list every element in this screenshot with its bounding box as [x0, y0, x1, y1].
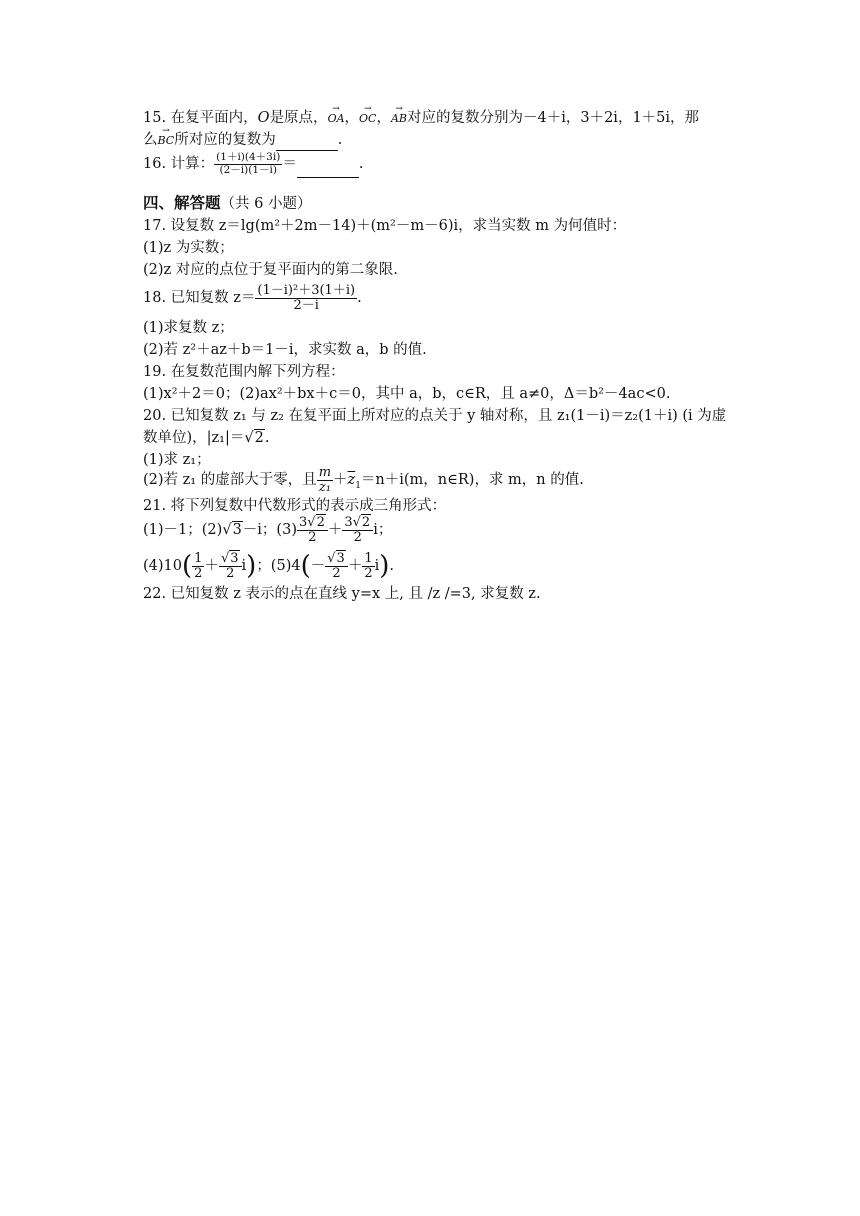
text: 么 — [143, 132, 158, 148]
denominator: 2 — [226, 565, 235, 581]
denominator: 2 — [364, 565, 373, 581]
fraction — [214, 152, 282, 175]
text: ＋ — [204, 558, 219, 574]
denominator: z₁ — [318, 479, 331, 495]
paren-open: ( — [300, 551, 311, 581]
vector-ab: → AB — [391, 105, 407, 129]
numerator: √3 — [219, 552, 242, 567]
question-16 — [143, 150, 363, 178]
text: 对应的复数分别为－4＋i，3＋2i，1＋5i，那 — [407, 110, 700, 126]
fraction — [219, 552, 242, 580]
text: (4)10 — [143, 558, 182, 574]
question-20-line-4 — [143, 464, 584, 496]
text: . — [357, 290, 362, 306]
denominator: 2 — [308, 529, 317, 545]
vector-oc: → OC — [359, 105, 376, 129]
fraction — [342, 516, 373, 544]
question-19-line-1: 19. 在复数范围内解下列方程： — [143, 364, 345, 380]
text: － — [310, 558, 326, 574]
question-number: 16. — [143, 156, 167, 172]
vector-oa: → OA — [328, 105, 345, 129]
text: 所对应的复数为 — [174, 132, 276, 148]
question-number: 15. — [143, 110, 167, 126]
question-20-line-3: (1)求 z₁； — [143, 452, 211, 468]
denominator: 2 — [353, 529, 362, 545]
numerator: 3√2 — [297, 516, 328, 531]
coefficient: 3 — [344, 514, 353, 530]
text: 是原点， — [269, 110, 328, 126]
question-21-line-1: 21. 将下列复数中代数形式的表示成三角形式： — [143, 498, 447, 514]
radicand: 3 — [230, 550, 239, 566]
answer-blank — [276, 136, 338, 151]
denominator: 2 — [332, 565, 341, 581]
question-21-line-2 — [143, 512, 392, 548]
imaginary-unit: i — [374, 558, 380, 574]
question-17-line-1: 17. 设复数 z＝lg(m²＋2m－14)＋(m²－m－6)i，求当实数 m 为何值时： — [143, 218, 627, 234]
fraction — [362, 552, 374, 580]
text: ＋ — [327, 522, 343, 538]
question-15-line-1: 15. 在复平面内，O是原点，→ OA，→ OC，→ AB对应的复数分别为－4＋i，3＋2i，1＋5i，那 — [143, 105, 699, 125]
numerator: 3√2 — [342, 516, 373, 531]
fraction — [325, 552, 348, 580]
origin-o: O — [257, 110, 270, 126]
question-18-line-1 — [143, 280, 362, 316]
question-18-line-2: (1)求复数 z； — [143, 320, 234, 336]
question-19-line-2: (1)x²＋2＝0；(2)ax²＋bx＋c＝0，其中 a，b，c∈R，且 a≠0，Δ＝b²－4ac<0. — [143, 386, 671, 402]
text: (2)若 z₁ 的虚部大于零，且 — [143, 472, 317, 488]
denominator: 2 — [194, 565, 203, 581]
text: －i；(3) — [242, 522, 297, 538]
question-15-line-2 — [143, 127, 342, 147]
conjugate-z: $\overline{z}$ — [347, 472, 356, 488]
radicand: 3 — [232, 522, 242, 538]
answer-blank — [297, 163, 359, 178]
fraction — [255, 284, 357, 312]
text: . — [358, 156, 364, 172]
paren-close: ) — [246, 551, 257, 581]
numerator: (1＋i)(4＋3i) — [216, 151, 281, 164]
radicand: 2 — [316, 514, 325, 530]
question-22-line-1: 22. 已知复数 z 表示的点在直线 y=x 上, 且 /z /=3, 求复数 z. — [143, 586, 541, 602]
numerator: 1 — [364, 550, 373, 566]
text: 计算： — [170, 156, 215, 172]
text: 数单位)，|z₁|＝ — [143, 430, 245, 446]
question-20-line-2 — [143, 428, 269, 448]
radicand: 2 — [361, 514, 371, 530]
fraction — [297, 516, 328, 544]
question-21-line-3 — [143, 548, 394, 584]
text: ＝ — [282, 156, 297, 172]
section-subtitle: （共 6 小题） — [220, 196, 312, 212]
coefficient: 3 — [298, 514, 308, 530]
sqrt-expression: √2 — [244, 430, 264, 446]
paren-close: ) — [379, 551, 390, 581]
denominator: (2－i)(1－i) — [219, 163, 277, 176]
text: i； — [373, 522, 393, 538]
text: 18. 已知复数 z＝ — [143, 290, 256, 306]
numerator: m — [318, 464, 332, 480]
text: ；(5)4 — [256, 558, 301, 574]
text: ＋ — [333, 472, 348, 488]
text: ＝n＋i(m，n∈R)，求 m，n 的值. — [360, 472, 584, 488]
numerator: (1－i)²＋3(1＋i) — [257, 282, 356, 298]
question-18-line-3: (2)若 z²＋az＋b＝1－i，求实数 a，b 的值. — [143, 342, 427, 358]
fraction — [192, 552, 204, 580]
text: ＋ — [347, 558, 363, 574]
question-20-line-1: 20. 已知复数 z₁ 与 z₂ 在复平面上所对应的点关于 y 轴对称，且 z₁(1－i)＝z₂(1＋i) (i 为虚 — [143, 408, 727, 424]
fraction — [317, 466, 333, 494]
question-17-line-2: (1)z 为实数； — [143, 240, 234, 256]
text: . — [389, 558, 394, 574]
imaginary-unit: i — [241, 558, 247, 574]
text: (1)－1；(2) — [143, 522, 223, 538]
radicand: 2 — [254, 430, 264, 446]
section-heading: 四、解答题 — [143, 194, 221, 212]
radicand: 3 — [336, 550, 345, 566]
numerator: 1 — [194, 550, 203, 566]
paren-open: ( — [182, 551, 193, 581]
text: . — [264, 430, 270, 446]
text: 在复平面内， — [170, 110, 258, 126]
sqrt-expression: √3 — [222, 522, 242, 538]
subscript: 1 — [355, 480, 361, 491]
vector-bc: → BC — [158, 127, 175, 151]
numerator: √3 — [325, 552, 348, 567]
denominator: 2－i — [293, 297, 319, 313]
section-title — [143, 193, 311, 213]
question-17-line-3: (2)z 对应的点位于复平面内的第二象限. — [143, 262, 398, 278]
text: . — [337, 132, 343, 148]
